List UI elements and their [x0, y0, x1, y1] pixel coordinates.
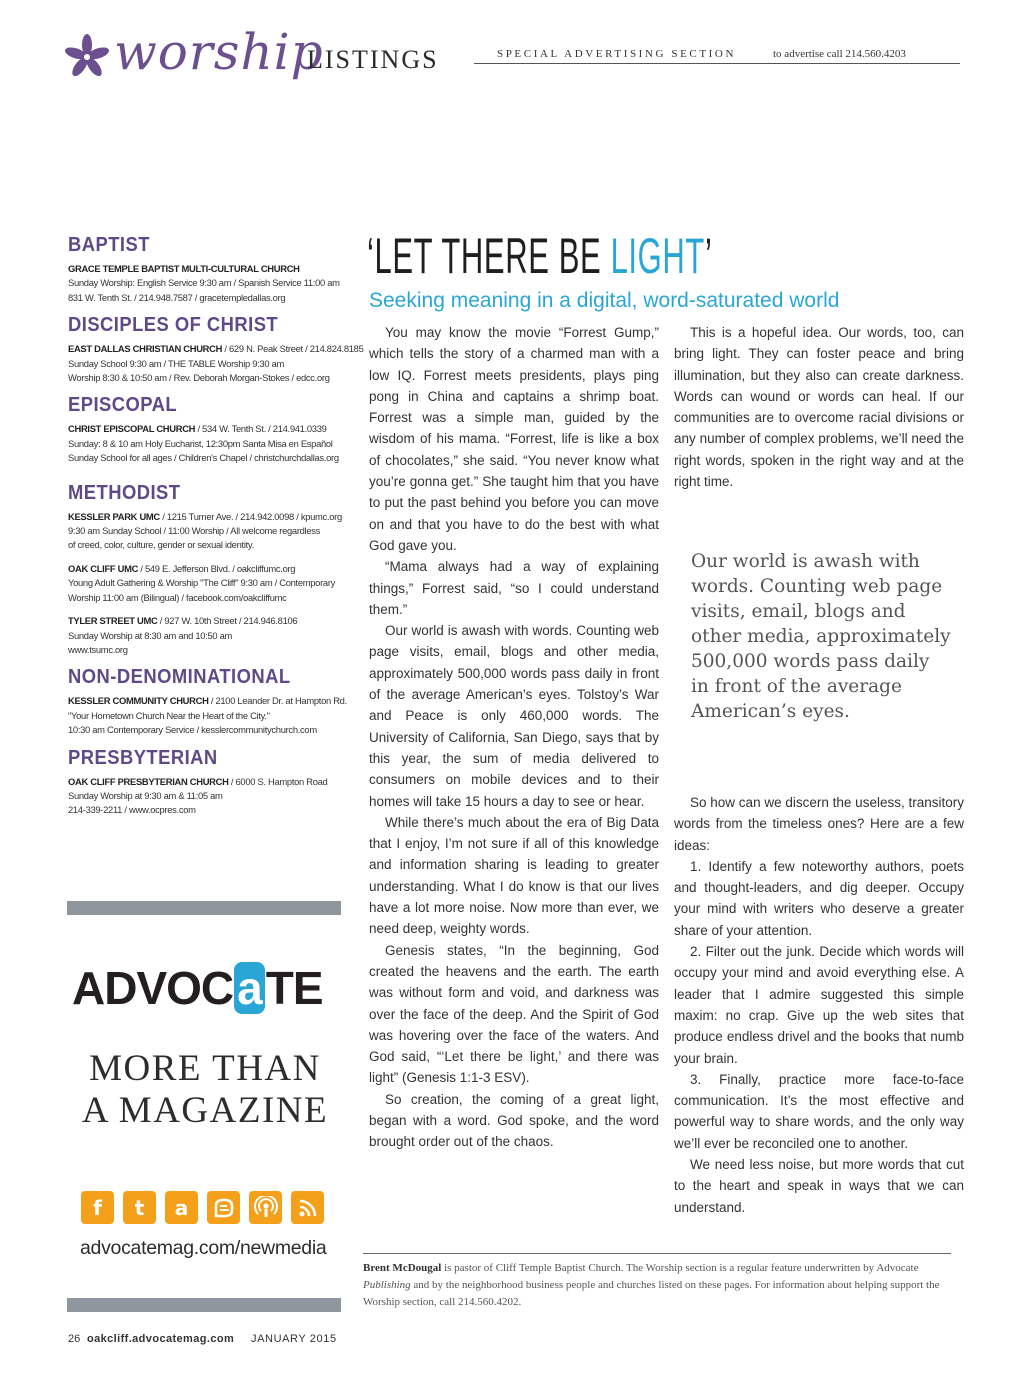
title-accent: LIGHT	[610, 228, 705, 284]
rss-icon[interactable]	[291, 1191, 324, 1224]
church-name: KESSLER PARK UMC	[68, 510, 160, 522]
church-address: / 927 W. 10th Street / 214.946.8106	[157, 615, 298, 627]
listing-line: Sunday Worship at 9:30 am & 11:05 am	[68, 789, 223, 801]
church-name: GRACE TEMPLE BAPTIST MULTI-CULTURAL CHURCH	[68, 263, 300, 274]
listing-entry	[68, 614, 368, 657]
listing-line: Worship 8:30 & 10:50 am / Rev. Deborah Morgan-Stokes / edcc.org	[68, 372, 330, 384]
section-title-worship: worship	[114, 23, 324, 81]
advocate-logo[interactable]	[72, 960, 323, 1016]
listing-line: Sunday Worship at 8:30 am and 10:50 am	[68, 629, 233, 641]
paragraph: 3. Finally, practice more face-to-face communication. It’s the most effective and powerful way to share words, and the only way we’ll ever be reconciled one to another.	[674, 1071, 964, 1151]
paragraph: So how can we discern the useless, transitory words from the timeless ones? Here are a few ideas:	[674, 795, 964, 853]
listing-entry	[68, 510, 368, 553]
site-name: oakcliff.advocatemag.com	[87, 1333, 235, 1345]
article-title	[367, 225, 712, 287]
author-name: Brent McDougal	[363, 1262, 442, 1274]
ad-bottom-bar	[67, 1298, 341, 1312]
facebook-icon[interactable]: f	[81, 1191, 114, 1224]
church-address: / 629 N. Peak Street / 214.824.8185	[222, 343, 364, 355]
listing-line: of creed, color, culture, gender or sexual identity.	[68, 539, 254, 551]
section-title-listings: LISTINGS	[307, 45, 439, 74]
church-name: OAK CLIFF UMC	[68, 562, 139, 574]
listing-entry	[68, 422, 368, 465]
twitter-icon[interactable]: t	[123, 1191, 156, 1224]
blog-icon[interactable]	[207, 1191, 240, 1224]
listing-line: Sunday: 8 & 10 am Holy Eucharist, 12:30pm Santa Misa en Español	[68, 437, 333, 449]
article-subtitle: Seeking meaning in a digital, word-saturated world	[369, 289, 840, 312]
listing-entry	[68, 694, 368, 737]
listing-entry	[68, 562, 368, 605]
paragraph: While there’s much about the era of Big Data that I enjoy, I’m not sure if all of this knowledge and information sharing is leading to greater understanding. What I do know is that our lives have a lot more noise. Now more than ever, we need deep, weighty words.	[369, 814, 659, 937]
listing-entry	[68, 342, 368, 385]
logo-accent-letter: a	[234, 962, 265, 1014]
header-divider	[474, 63, 960, 64]
church-name: KESSLER COMMUNITY CHURCH	[68, 695, 209, 707]
special-advertising-label: SPECIAL ADVERTISING SECTION	[497, 48, 737, 60]
worship-listings	[68, 232, 368, 830]
title-text: ‘LET THERE BE	[367, 228, 611, 284]
denomination-heading: EPISCOPAL	[68, 394, 178, 417]
paragraph: We need less noise, but more words that cut to the heart and speak in ways that we can understand.	[674, 1157, 964, 1215]
denomination-heading: BAPTIST	[68, 234, 150, 256]
ad-tagline: MORE THAN	[89, 1048, 321, 1089]
listing-line: Sunday School 9:30 am / THE TABLE Worship 9:30 am	[68, 357, 284, 369]
listing-line: 10:30 am Contemporary Service / kesslercommunitychurch.com	[68, 724, 317, 736]
church-name: TYLER STREET UMC	[68, 615, 158, 627]
denomination-heading: METHODIST	[68, 481, 181, 504]
bio-text: is pastor of Cliff Temple Baptist Church. The Worship section is a regular feature underwritten by Advocate	[441, 1262, 919, 1274]
advocate-url[interactable]: advocatemag.com/newmedia	[80, 1237, 327, 1259]
listing-line: Young Adult Gathering & Worship "The Cliff" 9:30 am / Contemporary	[68, 577, 336, 589]
article-column-1	[369, 322, 659, 1153]
asterisk-flower-icon	[64, 34, 110, 80]
church-address: / 2100 Leander Dr. at Hampton Rd.	[208, 695, 347, 707]
listing-line: Worship 11:00 am (Bilingual) / facebook.com/oakcliffumc	[68, 591, 287, 603]
advertise-phone: to advertise call 214.560.4203	[773, 48, 906, 60]
paragraph: So creation, the coming of a great light, began with a word. God spoke, and the word brought order out of the chaos.	[369, 1091, 659, 1150]
pull-quote: Our world is awash with words. Counting web page visits, email, blogs and other media, approximately 500,000 words pass daily in front of the average American’s eyes.	[691, 551, 951, 722]
article-column-2-top	[674, 322, 964, 492]
listing-entry	[68, 775, 368, 818]
listing-line: Sunday School for all ages / Children's Chapel / christchurchdallas.org	[68, 452, 339, 464]
podcast-icon[interactable]	[249, 1191, 282, 1224]
listing-entry	[68, 262, 368, 305]
social-icons	[81, 1191, 324, 1224]
listing-line: 9:30 am Sunday School / 11:00 Worship / All welcome regardless	[68, 525, 321, 537]
denomination-heading: PRESBYTERIAN	[68, 746, 218, 769]
bio-text: and by the neighborhood business people and churches listed on these pages. For information about helping support the Worship section, call 214.560.4202.	[363, 1279, 940, 1308]
paragraph: “Mama always had a way of explaining things,” Forrest said, “so I could understand them.”	[369, 559, 659, 617]
bio-publishing: Publishing	[363, 1279, 411, 1291]
denomination-heading: DISCIPLES OF CHRIST	[68, 314, 279, 337]
paragraph: This is a hopeful idea. Our words, too, can bring light. They can foster peace and bring illumination, but they also can create darkness. Words can wound or words can heal. If our communities are to overcome racial divisions or any number of complex problems, we’ll need the right words, spoken in the right way and at the right time.	[674, 325, 964, 490]
logo-text: TE	[265, 962, 323, 1014]
logo-text: ADVOC	[72, 962, 234, 1014]
issue-date: JANUARY 2015	[251, 1333, 337, 1345]
article-column-2-bottom	[674, 792, 964, 1218]
ad-top-bar	[67, 901, 341, 915]
listing-line: "Your Hometown Church Near the Heart of the City."	[68, 709, 270, 721]
paragraph: Our world is awash with words. Counting web page visits, email, blogs and other media, approximately 500,000 words pass daily in front of the average American’s eyes. Tolstoy’s War and Peace is only 460,000 words. The University of California, San Diego, says that by this year, the sum of media delivered to consumers on mobile devices and to their homes will take 15 hours a day to see or hear.	[369, 623, 659, 809]
listing-line: www.tsumc.org	[68, 643, 128, 655]
advocate-icon[interactable]: a	[165, 1191, 198, 1224]
church-address: / 6000 S. Hampton Road	[228, 775, 328, 787]
paragraph: 2. Filter out the junk. Decide which words will occupy your mind and avoid everything else. A leader that I admire suggested this simple maxim: no crap. Give up the web sites that produce endless drivel and the books that numb your brain.	[674, 944, 964, 1066]
listing-line: 214-339-2211 / www.ocpres.com	[68, 804, 196, 816]
church-address: / 549 E. Jefferson Blvd. / oakcliffumc.org	[138, 562, 296, 574]
page-number: 26	[68, 1333, 81, 1345]
ad-tagline: A MAGAZINE	[81, 1090, 329, 1131]
bio-divider	[363, 1253, 951, 1254]
church-address: / 534 W. Tenth St. / 214.941.0339	[195, 423, 327, 435]
title-text: ’	[704, 228, 713, 284]
author-bio	[363, 1260, 953, 1311]
denomination-heading: NON-DENOMINATIONAL	[68, 666, 291, 689]
paragraph: 1. Identify a few noteworthy authors, poets and thought-leaders, and dig deeper. Occupy your mind with writers who deserve a greater share of your attention.	[674, 858, 964, 938]
listing-line: Sunday Worship: English Service 9:30 am / Spanish Service 11:00 am	[68, 277, 340, 289]
church-name: OAK CLIFF PRESBYTERIAN CHURCH	[68, 775, 229, 787]
church-name: CHRIST EPISCOPAL CHURCH	[68, 423, 196, 435]
listing-line: 831 W. Tenth St. / 214.948.7587 / gracetempledallas.org	[68, 291, 286, 303]
church-address: / 1215 Turner Ave. / 214.942.0098 / kpumc.org	[159, 510, 342, 522]
church-name: EAST DALLAS CHRISTIAN CHURCH	[68, 343, 223, 355]
paragraph: You may know the movie “Forrest Gump,” which tells the story of a charmed man with a low IQ. Forrest meets presidents, plays ping pong in China and captains a shrimp boat. Forrest was a simple man, guided by the wisdom of his mama. “Forrest, life is like a box of chocolates,” she said. “You never know what you’re gonna get.” She taught him that you have to put the past behind you before you can move on and that you have to do the best with what God gave you.	[369, 325, 659, 553]
paragraph: Genesis states, “In the beginning, God created the heavens and the earth. The earth was without form and void, and darkness was over the face of the deep. And the Spirit of God was hovering over the face of the waters. And God said, “‘Let there be light,’ and there was light” (Genesis 1:1-3 ESV).	[369, 942, 659, 1086]
